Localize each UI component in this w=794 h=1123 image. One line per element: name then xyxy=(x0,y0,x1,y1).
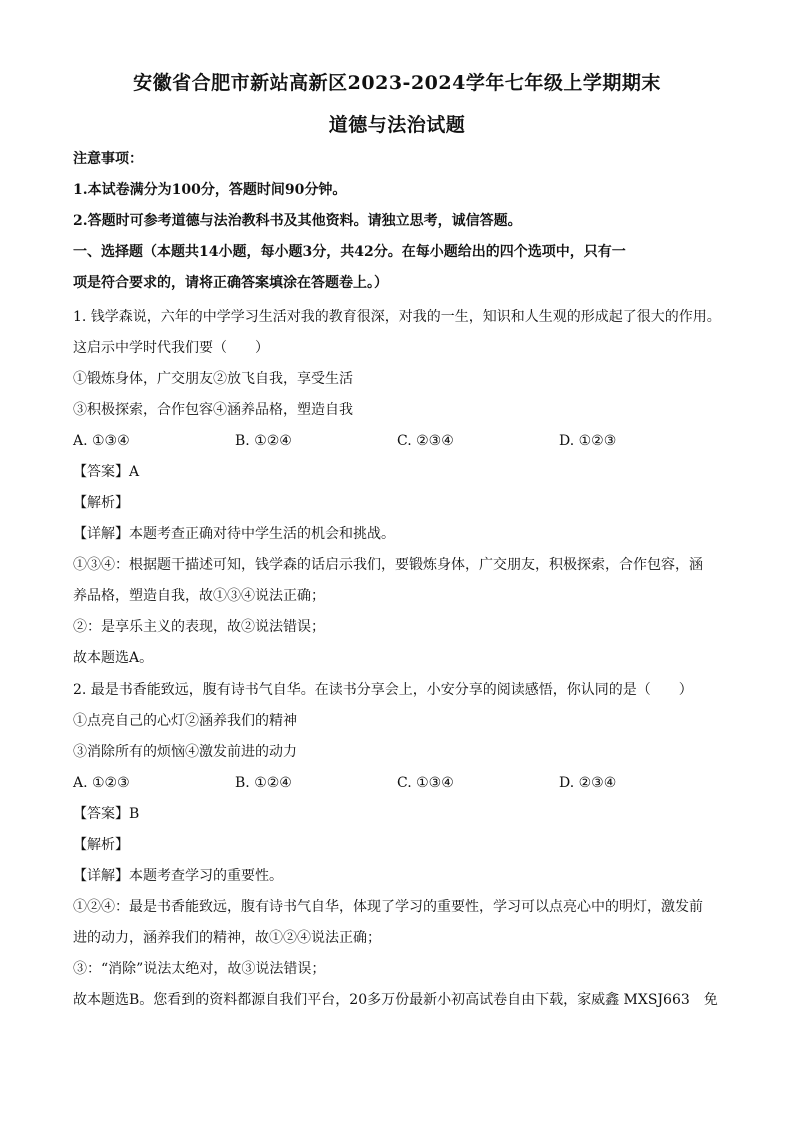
section-heading-cont: 项是符合要求的，请将正确答案填涂在答题卷上。） xyxy=(73,275,388,291)
exam-title: 安徽省合肥市新站高新区2023-2024学年七年级上学期期末 xyxy=(133,72,661,94)
q2-analysis-tag: 【解析】 xyxy=(73,837,129,853)
detail-text: 本题考查学习的重要性。 xyxy=(129,868,283,884)
notes-heading: 注意事项： xyxy=(73,151,143,167)
answer-tag: 【答案】 xyxy=(73,806,129,822)
q2-option-b: B. ①②④ xyxy=(235,775,292,791)
answer-value: B xyxy=(129,806,140,822)
q1-analysis-tag: 【解析】 xyxy=(73,495,129,511)
q1-detail xyxy=(73,524,723,544)
q2-stem: 2. 最是书香能致远，腹有诗书气自华。在读书分享会上，小安分享的阅读感悟，你认同的是（ ） xyxy=(73,682,693,698)
q2-option-c: C. ①③④ xyxy=(397,775,454,791)
detail-tag: 【详解】 xyxy=(73,526,129,542)
q1-items-2: ③积极探索，合作包容④涵养品格，塑造自我 xyxy=(73,402,353,418)
q1-conclusion: 故本题选A。 xyxy=(73,650,154,666)
q2-explanation-1: ①②④：最是书香能致远，腹有诗书气自华，体现了学习的重要性，学习可以点亮心中的明灯，激发前 xyxy=(73,899,703,915)
section-heading: 一、选择题（本题共14小题，每小题3分，共42分。在每小题给出的四个选项中，只有一 xyxy=(73,244,626,260)
q1-answer xyxy=(73,462,723,482)
note-1: 1.本试卷满分为100分，答题时间90分钟。 xyxy=(73,182,347,198)
q1-option-d: D. ①②③ xyxy=(559,433,617,449)
q2-conclusion: 故本题选B。您看到的资料都源自我们平台，20多万份最新小初高试卷自由下载，家威鑫 MXSJ663 免 xyxy=(73,992,718,1008)
q1-explanation-1: ①③④：根据题干描述可知，钱学森的话启示我们，要锻炼身体，广交朋友，积极探索，合作包容，涵 xyxy=(73,557,703,573)
q2-option-d: D. ②③④ xyxy=(559,775,617,791)
q1-stem: 1. 钱学森说，六年的中学学习生活对我的教育很深，对我的一生，知识和人生观的形成起了很大的作用。 xyxy=(73,309,721,325)
q2-option-a: A. ①②③ xyxy=(73,775,130,791)
q1-explanation-2: 养品格，塑造自我，故①③④说法正确； xyxy=(73,588,325,604)
q2-detail xyxy=(73,866,723,886)
detail-tag: 【详解】 xyxy=(73,868,129,884)
exam-subtitle: 道德与法治试题 xyxy=(328,114,466,136)
q2-items-1: ①点亮自己的心灯②涵养我们的精神 xyxy=(73,713,297,729)
q2-items-2: ③消除所有的烦恼④激发前进的动力 xyxy=(73,744,297,760)
answer-tag: 【答案】 xyxy=(73,464,129,480)
q1-items-1: ①锻炼身体，广交朋友②放飞自我，享受生活 xyxy=(73,371,353,387)
q1-stem-cont: 这启示中学时代我们要（ ） xyxy=(73,340,269,356)
q2-answer xyxy=(73,804,723,824)
q1-option-c: C. ②③④ xyxy=(397,433,454,449)
answer-value: A xyxy=(129,464,140,480)
detail-text: 本题考查正确对待中学生活的机会和挑战。 xyxy=(129,526,395,542)
q1-option-a: A. ①③④ xyxy=(73,433,130,449)
q2-explanation-2: 进的动力，涵养我们的精神，故①②④说法正确； xyxy=(73,930,381,946)
q1-option-b: B. ①②④ xyxy=(235,433,292,449)
q2-explanation-3: ③：“消除”说法太绝对，故③说法错误； xyxy=(73,961,326,977)
note-2: 2.答题时可参考道德与法治教科书及其他资料。请独立思考，诚信答题。 xyxy=(73,213,522,229)
q1-explanation-3: ②：是享乐主义的表现，故②说法错误； xyxy=(73,619,325,635)
